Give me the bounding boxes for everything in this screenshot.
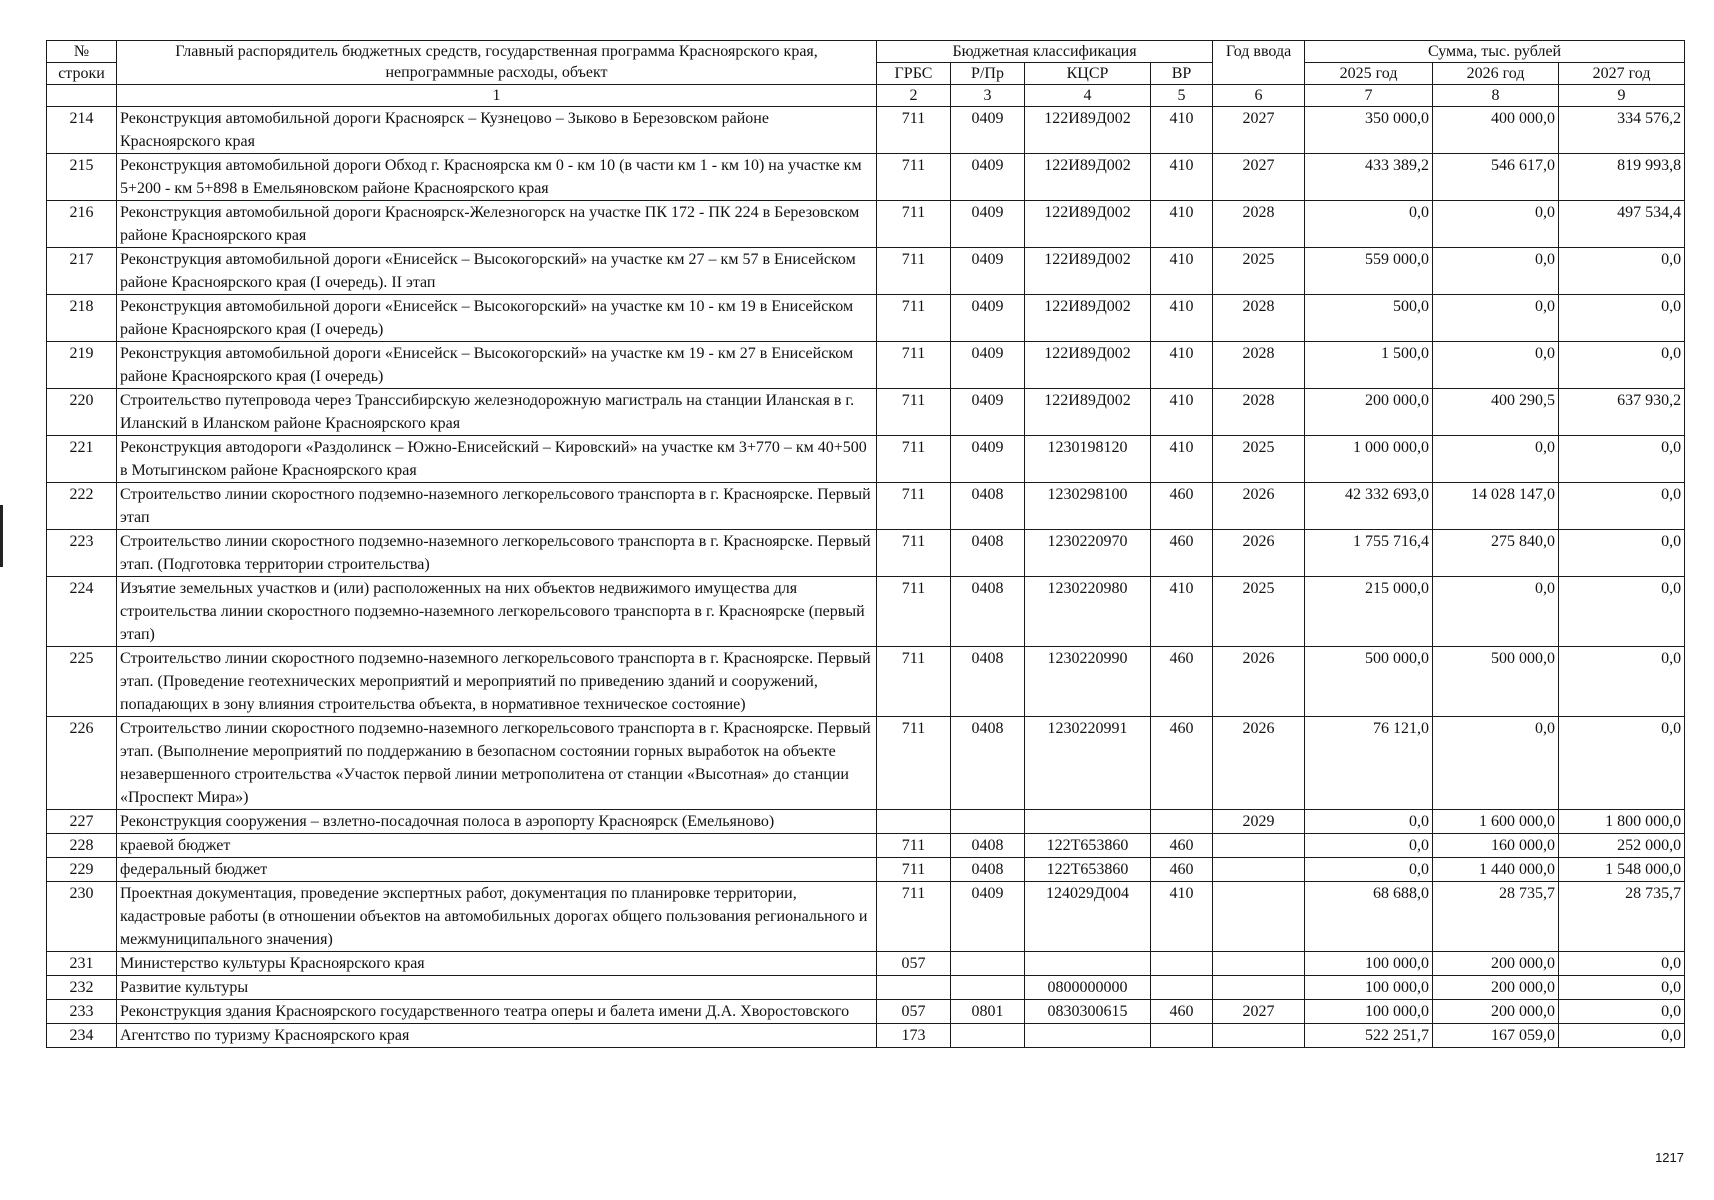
- budget-table: [46, 40, 1685, 1048]
- row-rpr: 0409: [951, 154, 1025, 201]
- row-kcsr: [1025, 1024, 1151, 1048]
- row-sum-2026: 0,0: [1433, 436, 1559, 483]
- row-grbs: 711: [877, 577, 951, 647]
- col-no-header-2: строки: [47, 63, 117, 85]
- row-name: краевой бюджет: [117, 834, 877, 858]
- table-row: [47, 342, 1685, 389]
- row-grbs: 711: [877, 342, 951, 389]
- table-row: [47, 834, 1685, 858]
- row-name: Строительство линии скоростного подземно-наземного легкорельсового транспорта в г. Красноярске. Первый этап. (Выполнение мероприятий по поддержанию в безопасном состоянии горных выработок на объекте незавершенного строительства «Участок первой линии метрополитена от станции «Высотная» до станции «Проспект Мира»): [117, 717, 877, 810]
- table-row: [47, 107, 1685, 154]
- row-number: 230: [47, 882, 117, 952]
- row-grbs: 711: [877, 717, 951, 810]
- row-sum-2025: 500,0: [1305, 295, 1433, 342]
- table-row: [47, 577, 1685, 647]
- table-row: [47, 483, 1685, 530]
- row-vr: 460: [1151, 647, 1213, 717]
- row-grbs: 711: [877, 436, 951, 483]
- row-grbs: 711: [877, 858, 951, 882]
- row-vr: 460: [1151, 834, 1213, 858]
- row-kcsr: 1230198120: [1025, 436, 1151, 483]
- table-row: [47, 248, 1685, 295]
- row-number: 233: [47, 1000, 117, 1024]
- row-name: Изъятие земельных участков и (или) расположенных на них объектов недвижимого имущества для строительства линии скоростного подземно-наземного легкорельсового транспорта в г. Красноярске (первый этап): [117, 577, 877, 647]
- vr-header: ВР: [1151, 63, 1213, 85]
- row-kcsr: 122И89Д002: [1025, 342, 1151, 389]
- row-rpr: 0408: [951, 530, 1025, 577]
- rpr-header: Р/Пр: [951, 63, 1025, 85]
- row-sum-2026: 167 059,0: [1433, 1024, 1559, 1048]
- row-kcsr: 1230220980: [1025, 577, 1151, 647]
- row-grbs: 173: [877, 1024, 951, 1048]
- row-kcsr: 122Т653860: [1025, 834, 1151, 858]
- row-name: Реконструкция сооружения – взлетно-посадочная полоса в аэропорту Красноярск (Емельяново): [117, 810, 877, 834]
- row-sum-2027: 28 735,7: [1559, 882, 1685, 952]
- row-sum-2027: 252 000,0: [1559, 834, 1685, 858]
- row-sum-2026: 0,0: [1433, 717, 1559, 810]
- row-kcsr: 1230220990: [1025, 647, 1151, 717]
- row-rpr: 0409: [951, 201, 1025, 248]
- row-name: Реконструкция автомобильной дороги Обход г. Красноярска км 0 - км 10 (в части км 1 - км 10) на участке км 5+200 - км 5+898 в Емельяновском районе Красноярского края: [117, 154, 877, 201]
- row-number: 217: [47, 248, 117, 295]
- row-vr: 460: [1151, 1000, 1213, 1024]
- row-grbs: 711: [877, 882, 951, 952]
- row-number: 222: [47, 483, 117, 530]
- row-sum-2027: 0,0: [1559, 647, 1685, 717]
- row-sum-2026: 400 290,5: [1433, 389, 1559, 436]
- row-grbs: [877, 810, 951, 834]
- row-year: [1213, 952, 1305, 976]
- row-sum-2026: 200 000,0: [1433, 976, 1559, 1000]
- row-year: [1213, 882, 1305, 952]
- row-number: 220: [47, 389, 117, 436]
- row-rpr: 0408: [951, 483, 1025, 530]
- row-kcsr: 122И89Д002: [1025, 107, 1151, 154]
- colnum-5: 5: [1151, 85, 1213, 107]
- row-sum-2027: 637 930,2: [1559, 389, 1685, 436]
- row-number: 231: [47, 952, 117, 976]
- colnum-empty: [47, 85, 117, 107]
- row-rpr: 0409: [951, 342, 1025, 389]
- row-number: 218: [47, 295, 117, 342]
- row-rpr: 0409: [951, 248, 1025, 295]
- table-row: [47, 810, 1685, 834]
- row-rpr: 0409: [951, 389, 1025, 436]
- colnum-2: 2: [877, 85, 951, 107]
- row-sum-2026: 500 000,0: [1433, 647, 1559, 717]
- row-name: Министерство культуры Красноярского края: [117, 952, 877, 976]
- row-name: Реконструкция автомобильной дороги «Енисейск – Высокогорский» на участке км 27 – км 57 в Енисейском районе Красноярского края (I очередь). II этап: [117, 248, 877, 295]
- colnum-1: 1: [117, 85, 877, 107]
- row-number: 228: [47, 834, 117, 858]
- row-vr: 460: [1151, 483, 1213, 530]
- row-year: 2028: [1213, 389, 1305, 436]
- table-row: [47, 858, 1685, 882]
- row-rpr: 0408: [951, 577, 1025, 647]
- row-sum-2026: 200 000,0: [1433, 952, 1559, 976]
- row-year: [1213, 976, 1305, 1000]
- table-row: [47, 976, 1685, 1000]
- row-year: 2028: [1213, 295, 1305, 342]
- row-sum-2025: 100 000,0: [1305, 952, 1433, 976]
- colnum-8: 8: [1433, 85, 1559, 107]
- row-sum-2025: 500 000,0: [1305, 647, 1433, 717]
- row-sum-2026: 1 600 000,0: [1433, 810, 1559, 834]
- row-rpr: 0408: [951, 647, 1025, 717]
- table-row: [47, 717, 1685, 810]
- row-kcsr: 122И89Д002: [1025, 154, 1151, 201]
- row-sum-2027: 0,0: [1559, 436, 1685, 483]
- row-kcsr: 1230220991: [1025, 717, 1151, 810]
- row-sum-2025: 200 000,0: [1305, 389, 1433, 436]
- row-year: 2027: [1213, 1000, 1305, 1024]
- table-row: [47, 952, 1685, 976]
- row-sum-2026: 1 440 000,0: [1433, 858, 1559, 882]
- row-name: Реконструкция здания Красноярского государственного театра оперы и балета имени Д.А. Хворостовского: [117, 1000, 877, 1024]
- row-vr: 410: [1151, 577, 1213, 647]
- row-year: 2026: [1213, 717, 1305, 810]
- row-name: Развитие культуры: [117, 976, 877, 1000]
- row-year: [1213, 834, 1305, 858]
- row-kcsr: 1230298100: [1025, 483, 1151, 530]
- row-vr: 460: [1151, 530, 1213, 577]
- page-number: 1217: [1655, 1150, 1684, 1165]
- row-name: Реконструкция автомобильной дороги «Енисейск – Высокогорский» на участке км 19 - км 27 в Енисейском районе Красноярского края (I очередь): [117, 342, 877, 389]
- row-sum-2025: 100 000,0: [1305, 1000, 1433, 1024]
- scan-edge-mark: [0, 505, 3, 567]
- header-row-1: [47, 41, 1685, 63]
- row-kcsr: 0800000000: [1025, 976, 1151, 1000]
- row-number: 221: [47, 436, 117, 483]
- row-sum-2027: 0,0: [1559, 952, 1685, 976]
- row-sum-2025: 68 688,0: [1305, 882, 1433, 952]
- row-year: 2026: [1213, 483, 1305, 530]
- row-sum-2025: 1 000 000,0: [1305, 436, 1433, 483]
- row-year: 2025: [1213, 577, 1305, 647]
- row-rpr: 0409: [951, 107, 1025, 154]
- row-rpr: [951, 810, 1025, 834]
- row-rpr: 0409: [951, 295, 1025, 342]
- row-grbs: 057: [877, 952, 951, 976]
- row-grbs: 711: [877, 154, 951, 201]
- colnum-6: 6: [1213, 85, 1305, 107]
- row-name: Реконструкция автомобильной дороги Красноярск-Железногорск на участке ПК 172 - ПК 224 в Березовском районе Красноярского края: [117, 201, 877, 248]
- row-name: Реконструкция автомобильной дороги «Енисейск – Высокогорский» на участке км 10 - км 19 в Енисейском районе Красноярского края (I очередь): [117, 295, 877, 342]
- row-kcsr: 122Т653860: [1025, 858, 1151, 882]
- row-year: 2027: [1213, 154, 1305, 201]
- row-vr: 410: [1151, 389, 1213, 436]
- row-year: 2025: [1213, 436, 1305, 483]
- row-sum-2025: 215 000,0: [1305, 577, 1433, 647]
- row-number: 224: [47, 577, 117, 647]
- row-sum-2027: 0,0: [1559, 483, 1685, 530]
- row-sum-2025: 1 755 716,4: [1305, 530, 1433, 577]
- row-number: 214: [47, 107, 117, 154]
- row-sum-2027: 0,0: [1559, 248, 1685, 295]
- row-sum-2027: 0,0: [1559, 1000, 1685, 1024]
- row-sum-2026: 14 028 147,0: [1433, 483, 1559, 530]
- row-sum-2025: 1 500,0: [1305, 342, 1433, 389]
- table-row: [47, 201, 1685, 248]
- row-kcsr: [1025, 952, 1151, 976]
- row-grbs: 711: [877, 483, 951, 530]
- row-sum-2026: 0,0: [1433, 577, 1559, 647]
- row-year: 2028: [1213, 342, 1305, 389]
- row-grbs: [877, 976, 951, 1000]
- y2027-header: 2027 год: [1559, 63, 1685, 85]
- row-number: 215: [47, 154, 117, 201]
- row-kcsr: 0830300615: [1025, 1000, 1151, 1024]
- row-vr: 460: [1151, 717, 1213, 810]
- kcsr-header: КЦСР: [1025, 63, 1151, 85]
- row-rpr: 0801: [951, 1000, 1025, 1024]
- row-sum-2025: 100 000,0: [1305, 976, 1433, 1000]
- row-number: 219: [47, 342, 117, 389]
- row-sum-2027: 0,0: [1559, 577, 1685, 647]
- row-sum-2026: 0,0: [1433, 201, 1559, 248]
- row-sum-2026: 400 000,0: [1433, 107, 1559, 154]
- row-grbs: 711: [877, 834, 951, 858]
- row-name: Агентство по туризму Красноярского края: [117, 1024, 877, 1048]
- row-rpr: [951, 976, 1025, 1000]
- row-sum-2025: 559 000,0: [1305, 248, 1433, 295]
- row-kcsr: 122И89Д002: [1025, 295, 1151, 342]
- row-name: Реконструкция автодороги «Раздолинск – Южно-Енисейский – Кировский» на участке км 3+770 – км 40+500 в Мотыгинском районе Красноярского края: [117, 436, 877, 483]
- row-sum-2026: 0,0: [1433, 248, 1559, 295]
- row-grbs: 711: [877, 107, 951, 154]
- table-row: [47, 295, 1685, 342]
- row-grbs: 711: [877, 248, 951, 295]
- row-grbs: 711: [877, 201, 951, 248]
- row-vr: 410: [1151, 295, 1213, 342]
- colnum-3: 3: [951, 85, 1025, 107]
- row-sum-2027: 819 993,8: [1559, 154, 1685, 201]
- row-year: [1213, 1024, 1305, 1048]
- table-row: [47, 1000, 1685, 1024]
- row-number: 234: [47, 1024, 117, 1048]
- row-number: 227: [47, 810, 117, 834]
- row-year: [1213, 858, 1305, 882]
- row-vr: 410: [1151, 107, 1213, 154]
- row-grbs: 711: [877, 389, 951, 436]
- colnum-7: 7: [1305, 85, 1433, 107]
- row-sum-2025: 0,0: [1305, 810, 1433, 834]
- row-sum-2026: 275 840,0: [1433, 530, 1559, 577]
- y2026-header: 2026 год: [1433, 63, 1559, 85]
- row-vr: [1151, 976, 1213, 1000]
- row-number: 225: [47, 647, 117, 717]
- table-row: [47, 389, 1685, 436]
- row-kcsr: 1230220970: [1025, 530, 1151, 577]
- row-year: 2028: [1213, 201, 1305, 248]
- row-year: 2027: [1213, 107, 1305, 154]
- table-row: [47, 882, 1685, 952]
- y2025-header: 2025 год: [1305, 63, 1433, 85]
- row-sum-2025: 522 251,7: [1305, 1024, 1433, 1048]
- row-vr: [1151, 952, 1213, 976]
- row-sum-2027: 497 534,4: [1559, 201, 1685, 248]
- row-sum-2025: 350 000,0: [1305, 107, 1433, 154]
- row-sum-2027: 0,0: [1559, 295, 1685, 342]
- row-sum-2025: 433 389,2: [1305, 154, 1433, 201]
- table-row: [47, 647, 1685, 717]
- row-kcsr: 122И89Д002: [1025, 389, 1151, 436]
- row-sum-2025: 0,0: [1305, 834, 1433, 858]
- row-number: 232: [47, 976, 117, 1000]
- row-grbs: 711: [877, 647, 951, 717]
- table-row: [47, 154, 1685, 201]
- row-rpr: 0408: [951, 858, 1025, 882]
- row-vr: 410: [1151, 201, 1213, 248]
- row-vr: [1151, 810, 1213, 834]
- row-sum-2026: 546 617,0: [1433, 154, 1559, 201]
- row-vr: [1151, 1024, 1213, 1048]
- row-rpr: 0408: [951, 834, 1025, 858]
- year-in-header: Год ввода: [1213, 41, 1305, 85]
- row-sum-2027: 1 548 000,0: [1559, 858, 1685, 882]
- row-kcsr: 122И89Д002: [1025, 248, 1151, 295]
- row-number: 216: [47, 201, 117, 248]
- row-sum-2026: 160 000,0: [1433, 834, 1559, 858]
- row-sum-2025: 0,0: [1305, 858, 1433, 882]
- row-sum-2025: 0,0: [1305, 201, 1433, 248]
- column-number-row: [47, 85, 1685, 107]
- row-sum-2026: 200 000,0: [1433, 1000, 1559, 1024]
- table-row: [47, 530, 1685, 577]
- row-kcsr: 124029Д004: [1025, 882, 1151, 952]
- row-name: Строительство линии скоростного подземно-наземного легкорельсового транспорта в г. Красноярске. Первый этап. (Проведение геотехнических мероприятий и мероприятий по приведению зданий и сооружений, попадающих в зону влияния строительства объекта, в нормативное техническое состояние): [117, 647, 877, 717]
- row-vr: 410: [1151, 342, 1213, 389]
- row-grbs: 057: [877, 1000, 951, 1024]
- row-number: 229: [47, 858, 117, 882]
- row-sum-2025: 76 121,0: [1305, 717, 1433, 810]
- row-name: Проектная документация, проведение экспертных работ, документация по планировке территории, кадастровые работы (в отношении объектов на автомобильных дорогах общего пользования регионального и межмуниципального значения): [117, 882, 877, 952]
- row-sum-2027: 0,0: [1559, 1024, 1685, 1048]
- row-sum-2027: 0,0: [1559, 717, 1685, 810]
- row-kcsr: [1025, 810, 1151, 834]
- row-sum-2027: 0,0: [1559, 530, 1685, 577]
- row-year: 2026: [1213, 530, 1305, 577]
- row-grbs: 711: [877, 295, 951, 342]
- row-sum-2025: 42 332 693,0: [1305, 483, 1433, 530]
- row-sum-2026: 0,0: [1433, 295, 1559, 342]
- row-rpr: 0408: [951, 717, 1025, 810]
- row-name: Строительство линии скоростного подземно-наземного легкорельсового транспорта в г. Красноярске. Первый этап: [117, 483, 877, 530]
- row-number: 223: [47, 530, 117, 577]
- colnum-4: 4: [1025, 85, 1151, 107]
- row-sum-2026: 28 735,7: [1433, 882, 1559, 952]
- row-vr: 410: [1151, 248, 1213, 295]
- row-vr: 410: [1151, 436, 1213, 483]
- row-rpr: 0409: [951, 882, 1025, 952]
- row-sum-2027: 0,0: [1559, 976, 1685, 1000]
- grbs-header: ГРБС: [877, 63, 951, 85]
- row-kcsr: 122И89Д002: [1025, 201, 1151, 248]
- row-vr: 460: [1151, 858, 1213, 882]
- row-rpr: [951, 1024, 1025, 1048]
- row-number: 226: [47, 717, 117, 810]
- row-sum-2027: 0,0: [1559, 342, 1685, 389]
- row-sum-2027: 1 800 000,0: [1559, 810, 1685, 834]
- sum-header: Сумма, тыс. рублей: [1305, 41, 1685, 63]
- budget-class-header: Бюджетная классификация: [877, 41, 1213, 63]
- colnum-9: 9: [1559, 85, 1685, 107]
- row-name: Строительство путепровода через Транссибирскую железнодорожную магистраль на станции Иланская в г. Иланский в Иланском районе Красноярского края: [117, 389, 877, 436]
- row-year: 2029: [1213, 810, 1305, 834]
- row-vr: 410: [1151, 882, 1213, 952]
- row-rpr: [951, 952, 1025, 976]
- col-no-header: №: [47, 41, 117, 63]
- table-row: [47, 1024, 1685, 1048]
- row-name: Строительство линии скоростного подземно-наземного легкорельсового транспорта в г. Красноярске. Первый этап. (Подготовка территории строительства): [117, 530, 877, 577]
- row-sum-2026: 0,0: [1433, 342, 1559, 389]
- row-rpr: 0409: [951, 436, 1025, 483]
- table-row: [47, 436, 1685, 483]
- row-year: 2026: [1213, 647, 1305, 717]
- row-year: 2025: [1213, 248, 1305, 295]
- col-main-header: Главный распорядитель бюджетных средств, государственная программа Красноярского края, непрограммные расходы, объект: [117, 41, 877, 85]
- row-sum-2027: 334 576,2: [1559, 107, 1685, 154]
- row-grbs: 711: [877, 530, 951, 577]
- row-name: Реконструкция автомобильной дороги Красноярск – Кузнецово – Зыково в Березовском районе Красноярского края: [117, 107, 877, 154]
- row-name: федеральный бюджет: [117, 858, 877, 882]
- row-vr: 410: [1151, 154, 1213, 201]
